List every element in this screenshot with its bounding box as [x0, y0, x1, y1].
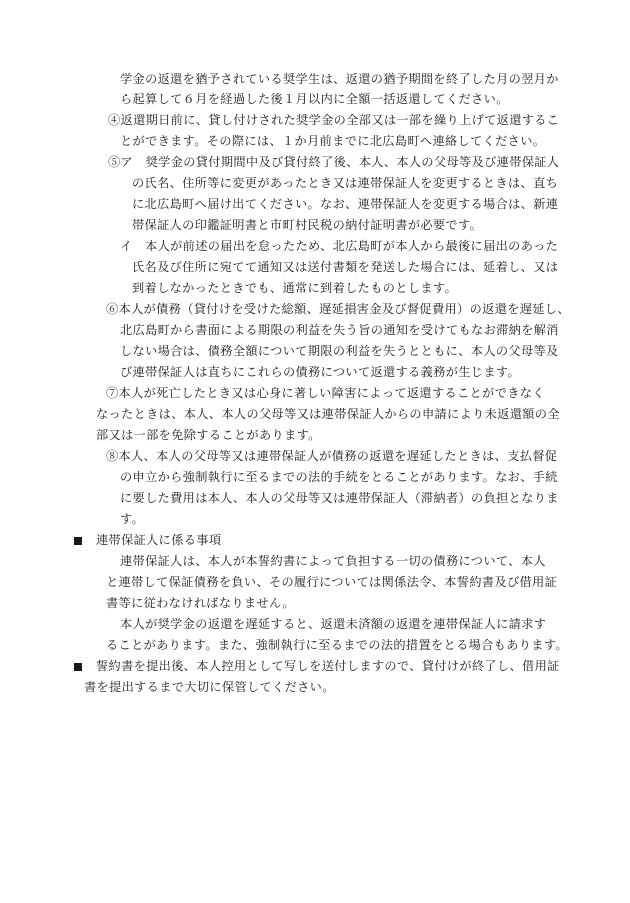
text-line: す。	[120, 512, 145, 526]
text-line: 連帯保証人は、本人が本誓約書によって負担する一切の債務について、本人	[120, 554, 546, 568]
text-line: に北広島町へ届け出てください。なお、連帯保証人を変更する場合は、新連	[132, 197, 559, 211]
square-bullet-icon	[74, 663, 82, 671]
text-line: ⑧本人、本人の父母等又は連帯保証人が債務の返還を遅延したときは、支払督促	[106, 449, 558, 463]
text-line: ることがあります。また、強制執行に至るまでの法的措置をとる場合もあります。	[106, 638, 568, 652]
text-line: 北広島町から書面による期限の利益を失う旨の通知を受けてもなお滞納を解消	[120, 323, 559, 337]
text-line: 到着しなかったときでも、通常に到着したものとします。	[132, 281, 457, 295]
text-line: しない場合は、債務全額について期限の利益を失うとともに、本人の父母等及	[120, 344, 559, 358]
text-line: ⑦本人が死亡したとき又は心身に著しい障害によって返還することができなく	[106, 386, 545, 400]
text-line: とができます。その際には、１か月前までに北広島町へ連絡してください。	[120, 134, 546, 148]
text-line: ⑥本人が債務（貸付けを受けた総額、遅延損害金及び督促費用）の返還を遅延し、	[106, 302, 570, 316]
text-line: ④返還期日前に、貸し付けされた奨学金の全部又は一部を繰り上げて返還するこ	[108, 113, 560, 127]
text-line: 帯保証人の印鑑証明書と市町村民税の納付証明書が必要です。	[132, 218, 483, 232]
square-bullet-icon	[74, 537, 82, 545]
text-line: と連帯して保証債務を負い、その履行については関係法令、本誓約書及び借用証	[106, 575, 558, 589]
text-line: 本人が奨学金の返還を遅延すると、返還未済額の返還を連帯保証人に請求す	[120, 617, 547, 631]
text-line: なったときは、本人、本人の父母等又は連帯保証人からの申請により未返還額の全	[96, 407, 560, 421]
text-line: 氏名及び住所に宛てて通知又は送付書類を発送した場合には、延着し、又は	[132, 260, 559, 274]
text-line: ら起算して６月を経過した後１月以内に全額一括返還してください。	[120, 92, 509, 106]
text-line: 部又は一部を免除することがあります。	[96, 428, 321, 442]
text-line: の申立から強制執行に至るまでの法的手続をとることがあります。なお、手続	[120, 470, 558, 484]
text-line: に要した費用は本人、本人の父母等又は連帯保証人（滞納者）の負担となりま	[120, 491, 559, 505]
text-line: 書を提出するまで大切に保管してください。	[84, 680, 335, 694]
text-line: ⑤ア 奨学金の貸付期間中及び貸付終了後、本人、本人の父母等及び連帯保証人	[108, 155, 560, 169]
text-line: イ 本人が前述の届出を怠ったため、北広島町が本人から最後に届出のあった	[120, 239, 559, 253]
text-line: の氏名、住所等に変更があったとき又は連帯保証人を変更するときは、直ち	[132, 176, 559, 190]
text-line: 学金の返還を猶予されている奨学生は、返還の猶予期間を終了した月の翌月か	[120, 72, 559, 86]
text-line: 書等に従わなければなりません。	[106, 596, 295, 610]
text-line: び連帯保証人は直ちにこれらの債務について返還する義務が生じます。	[120, 365, 520, 379]
section-heading: 連帯保証人に係る事項	[96, 533, 222, 547]
text-line: 誓約書を提出後、本人控用として写しを送付しますので、貸付けが終了し、借用証	[96, 659, 560, 673]
